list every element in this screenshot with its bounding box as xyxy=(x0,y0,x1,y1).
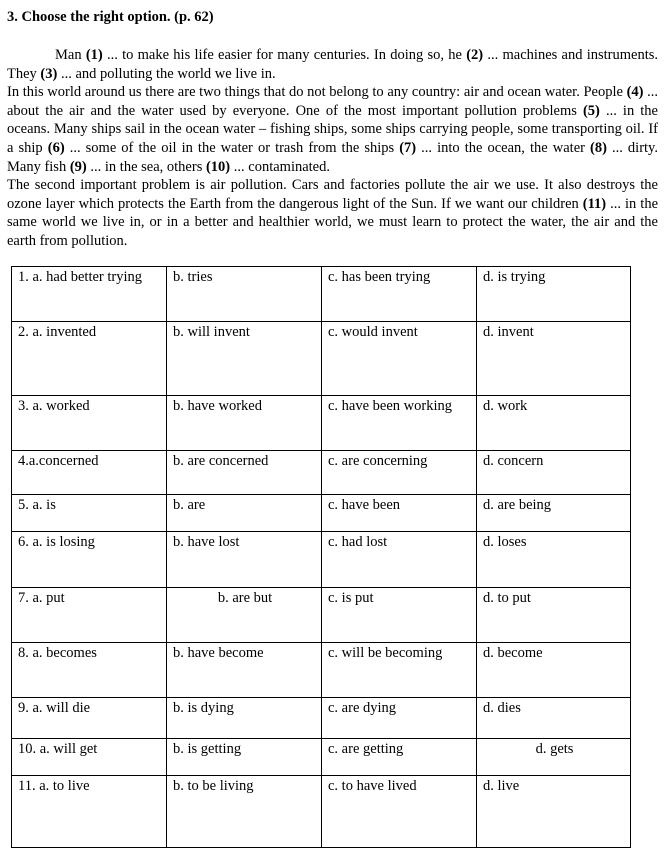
option-cell[interactable]: d. work xyxy=(477,396,631,451)
option-cell[interactable]: 8. a. becomes xyxy=(12,643,167,698)
passage-text: Man xyxy=(55,47,86,63)
option-cell[interactable]: c. would invent xyxy=(322,322,477,396)
option-cell[interactable]: b. is getting xyxy=(167,739,322,776)
option-cell[interactable]: c. are concerning xyxy=(322,451,477,495)
option-row xyxy=(12,451,631,495)
option-row xyxy=(12,532,631,588)
option-cell[interactable]: d. dies xyxy=(477,698,631,739)
passage-text: ... in the sea, others xyxy=(86,158,206,175)
gap-number: (3) xyxy=(40,65,58,82)
option-row xyxy=(12,495,631,532)
passage-text: In this world around us there are two things that do not belong to any country: air and ocean water. People xyxy=(7,84,627,101)
option-cell[interactable]: b. to be living xyxy=(167,776,322,848)
option-cell[interactable]: d. become xyxy=(477,643,631,698)
passage-paragraph-1 xyxy=(7,46,658,83)
gap-number: (10) xyxy=(205,158,231,175)
option-row xyxy=(12,322,631,396)
option-cell[interactable]: 5. a. is xyxy=(12,495,167,532)
passage-text: ... some of the oil in the water or trash from the ships xyxy=(64,139,400,156)
option-cell[interactable]: d. loses xyxy=(477,532,631,588)
option-cell[interactable]: b. are xyxy=(167,495,322,532)
option-cell[interactable]: b. have become xyxy=(167,643,322,698)
passage-text: ... machines and instruments. They xyxy=(7,47,658,82)
gap-number: (1) xyxy=(85,47,103,63)
option-cell[interactable]: c. will be becoming xyxy=(322,643,477,698)
option-cell[interactable]: 3. a. worked xyxy=(12,396,167,451)
option-cell[interactable]: b. will invent xyxy=(167,322,322,396)
option-cell[interactable]: b. is dying xyxy=(167,698,322,739)
option-cell[interactable]: b. have worked xyxy=(167,396,322,451)
passage-text: The second important problem is air pollution. Cars and factories pollute the air we use. It also destroys the ozone layer which protects the Earth from the dangerous light of the Sun. If we want our children xyxy=(7,177,658,212)
option-row xyxy=(12,643,631,698)
option-row xyxy=(12,776,631,848)
passage-paragraph-2 xyxy=(7,83,658,176)
option-cell[interactable]: b. are concerned xyxy=(167,451,322,495)
gap-number: (9) xyxy=(69,158,87,175)
option-cell[interactable]: 1. a. had better trying xyxy=(12,267,167,322)
option-cell[interactable]: d. concern xyxy=(477,451,631,495)
passage-text: ... into the ocean, the water xyxy=(416,139,591,156)
option-cell[interactable]: c. are getting xyxy=(322,739,477,776)
gap-number: (11) xyxy=(582,195,607,212)
passage-text: ... in the oceans. Many ships sail in the ocean water – fishing ships, some ships carrying people, some transporting oil. If a ship xyxy=(7,102,658,156)
option-row xyxy=(12,396,631,451)
passage-paragraph-3 xyxy=(7,176,658,250)
exercise-title: 3. Choose the right option. (p. 62) xyxy=(7,9,214,25)
option-cell[interactable]: 6. a. is losing xyxy=(12,532,167,588)
option-cell[interactable]: d. invent xyxy=(477,322,631,396)
gap-number: (6) xyxy=(47,139,65,156)
passage-text: ... to make his life easier for many centuries. In doing so, he xyxy=(102,47,467,63)
passage-text: ... and polluting the world we live in. xyxy=(57,65,276,82)
option-cell[interactable]: d. are being xyxy=(477,495,631,532)
passage-text: ... in the same world we live in, or in a better and healthier world, we must learn to protect the water, the air and the earth from pollution. xyxy=(7,195,659,249)
option-cell[interactable]: c. has been trying xyxy=(322,267,477,322)
option-cell[interactable]: 4.a.concerned xyxy=(12,451,167,495)
option-row xyxy=(12,739,631,776)
option-row xyxy=(12,267,631,322)
gap-number: (4) xyxy=(626,84,644,101)
options-table xyxy=(11,266,631,848)
option-cell[interactable]: b. have lost xyxy=(167,532,322,588)
option-cell[interactable]: c. is put xyxy=(322,588,477,643)
option-cell[interactable]: 7. a. put xyxy=(12,588,167,643)
option-cell[interactable]: d. live xyxy=(477,776,631,848)
option-cell[interactable]: c. have been xyxy=(322,495,477,532)
option-cell[interactable]: c. to have lived xyxy=(322,776,477,848)
option-cell[interactable]: d. gets xyxy=(477,739,631,776)
option-cell[interactable]: 11. a. to live xyxy=(12,776,167,848)
gap-number: (5) xyxy=(582,102,600,119)
gap-number: (8) xyxy=(590,139,607,156)
option-cell[interactable]: c. had lost xyxy=(322,532,477,588)
passage-text: ... contaminated. xyxy=(230,158,330,175)
option-cell[interactable]: d. is trying xyxy=(477,267,631,322)
option-cell[interactable]: 10. a. will get xyxy=(12,739,167,776)
option-cell[interactable]: 9. a. will die xyxy=(12,698,167,739)
passage-text: ... dirty. Many fish xyxy=(7,139,658,175)
option-cell[interactable]: b. are but xyxy=(167,588,322,643)
option-cell[interactable]: b. tries xyxy=(167,267,322,322)
option-cell[interactable]: c. have been working xyxy=(322,396,477,451)
gap-number: (2) xyxy=(466,47,484,63)
reading-passage xyxy=(7,46,658,251)
passage-text: ... about the air and the water used by everyone. One of the most important pollution problems xyxy=(7,84,658,119)
option-row xyxy=(12,588,631,643)
option-row xyxy=(12,698,631,739)
option-cell[interactable]: d. to put xyxy=(477,588,631,643)
option-cell[interactable]: 2. a. invented xyxy=(12,322,167,396)
gap-number: (7) xyxy=(399,139,417,156)
option-cell[interactable]: c. are dying xyxy=(322,698,477,739)
